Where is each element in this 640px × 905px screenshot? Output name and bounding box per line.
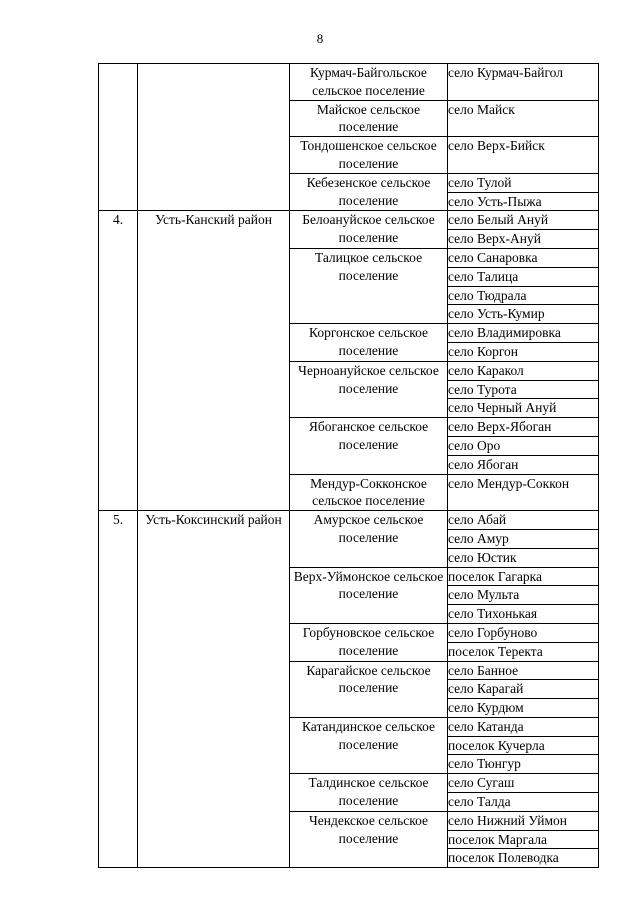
settlement-cell: Черноануйское сельское поселение bbox=[290, 361, 448, 417]
district-cell: Усть-Коксинский район bbox=[138, 511, 290, 868]
village-cell: село Мульта bbox=[448, 586, 599, 605]
village-cell: поселок Полеводка bbox=[448, 849, 599, 868]
settlement-cell: Верх-Уймонское сельское поселение bbox=[290, 567, 448, 623]
village-cell: село Катанда bbox=[448, 717, 599, 736]
settlement-cell: Талицкое сельское поселение bbox=[290, 248, 448, 323]
village-cell: село Усть-Пыжа bbox=[448, 192, 599, 211]
village-cell: село Верх-Ябоган bbox=[448, 418, 599, 437]
village-cell: село Юстик bbox=[448, 548, 599, 567]
settlement-cell: Чендекское сельское поселение bbox=[290, 811, 448, 867]
settlements-table bbox=[98, 63, 599, 868]
settlement-cell: Белоануйское сельское поселение bbox=[290, 211, 448, 249]
village-cell: село Талица bbox=[448, 267, 599, 286]
village-cell: село Турота bbox=[448, 380, 599, 399]
table-row bbox=[99, 211, 599, 230]
settlement-cell: Катандинское сельское поселение bbox=[290, 717, 448, 773]
village-cell: село Оро bbox=[448, 436, 599, 455]
village-cell: село Курдюм bbox=[448, 699, 599, 718]
village-cell: село Сугаш bbox=[448, 774, 599, 793]
settlement-cell: Тондошенское сельское поселение bbox=[290, 137, 448, 174]
district-number-cell: 4. bbox=[99, 211, 138, 511]
village-cell: село Тулой bbox=[448, 173, 599, 192]
village-cell: село Майск bbox=[448, 100, 599, 137]
village-cell: поселок Гагарка bbox=[448, 567, 599, 586]
village-cell: село Горбуново bbox=[448, 623, 599, 642]
village-cell: село Тюнгур bbox=[448, 755, 599, 774]
settlement-cell: Курмач-Байгольское сельское поселение bbox=[290, 64, 448, 101]
village-cell: село Черный Ануй bbox=[448, 399, 599, 418]
district-cell: Усть-Канский район bbox=[138, 211, 290, 511]
district-cell bbox=[138, 64, 290, 211]
district-number-cell: 5. bbox=[99, 511, 138, 868]
settlement-cell: Майское сельское поселение bbox=[290, 100, 448, 137]
settlement-cell: Горбуновское сельское поселение bbox=[290, 623, 448, 661]
settlement-cell: Карагайское сельское поселение bbox=[290, 661, 448, 717]
settlement-cell: Талдинское сельское поселение bbox=[290, 774, 448, 812]
village-cell: село Талда bbox=[448, 793, 599, 812]
settlement-cell: Амурское сельское поселение bbox=[290, 511, 448, 567]
village-cell: село Мендур-Соккон bbox=[448, 474, 599, 511]
village-cell: село Абай bbox=[448, 511, 599, 530]
village-cell: село Санаровка bbox=[448, 248, 599, 267]
village-cell: село Амур bbox=[448, 529, 599, 548]
village-cell: село Нижний Уймон bbox=[448, 811, 599, 830]
settlement-cell: Мендур-Сокконское сельское поселение bbox=[290, 474, 448, 511]
village-cell: село Ябоган bbox=[448, 455, 599, 474]
village-cell: село Усть-Кумир bbox=[448, 305, 599, 324]
village-cell: поселок Кучерла bbox=[448, 736, 599, 755]
village-cell: село Коргон bbox=[448, 342, 599, 361]
village-cell: село Курмач-Байгол bbox=[448, 64, 599, 101]
village-cell: село Тюдрала bbox=[448, 286, 599, 305]
settlement-cell: Коргонское сельское поселение bbox=[290, 324, 448, 362]
village-cell: село Каракол bbox=[448, 361, 599, 380]
village-cell: поселок Теректа bbox=[448, 642, 599, 661]
village-cell: село Верх-Ануй bbox=[448, 230, 599, 249]
village-cell: поселок Маргала bbox=[448, 830, 599, 849]
village-cell: село Тихонькая bbox=[448, 605, 599, 624]
village-cell: село Верх-Бийск bbox=[448, 137, 599, 174]
village-cell: село Владимировка bbox=[448, 324, 599, 343]
settlement-cell: Кебезенское сельское поселение bbox=[290, 173, 448, 211]
village-cell: село Банное bbox=[448, 661, 599, 680]
table-row bbox=[99, 511, 599, 530]
village-cell: село Карагай bbox=[448, 680, 599, 699]
table-row bbox=[99, 64, 599, 101]
settlement-cell: Ябоганское сельское поселение bbox=[290, 418, 448, 474]
page-number: 8 bbox=[316, 31, 324, 46]
district-number-cell bbox=[99, 64, 138, 211]
village-cell: село Белый Ануй bbox=[448, 211, 599, 230]
